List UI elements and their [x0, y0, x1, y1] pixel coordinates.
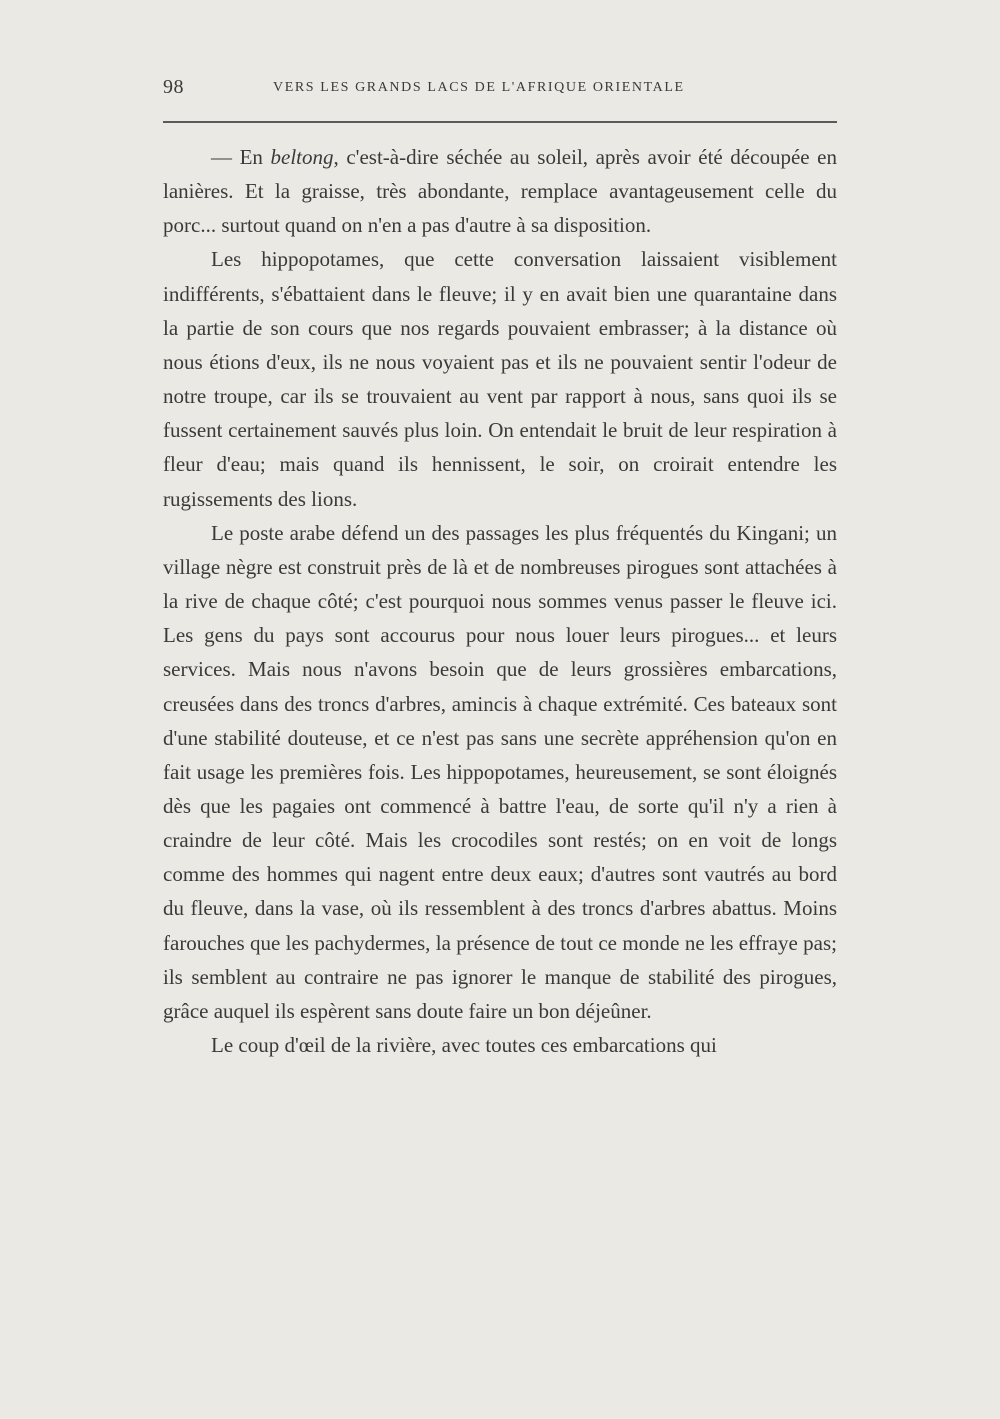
paragraph-text: , c'est-à-dire séchée au soleil, après avoir été découpée en lanières. Et la graisse, très abondante, remplace avantageusement celle du porc... surtout quand on n'en a pas d'autre à sa disposition. — [163, 145, 838, 238]
page-header — [163, 76, 837, 100]
paragraph: Les hippopotames, que cette conversation laissaient visiblement indifférents, s'ébattaient dans le fleuve; il y en avait bien une quarantaine dans la partie de son cours que nos regards pouvaient embrasser; à la distance où nous étions d'eux, ils ne nous voyaient pas et ils ne pouvaient sentir l'odeur de notre troupe, car ils se trouvaient au vent par rapport à nous, sans quoi ils se fussent certainement sauvés plus loin. On entendait le bruit de leur respiration à fleur d'eau; mais quand ils hennissent, le soir, on croirait entendre les rugissements des lions. — [163, 247, 837, 511]
header-rule — [163, 121, 837, 123]
paragraph: Le coup d'œil de la rivière, avec toutes ces embarcations qui — [211, 1033, 717, 1058]
running-title: VERS LES GRANDS LACS DE L'AFRIQUE ORIENTALE — [273, 80, 685, 95]
paragraph — [163, 140, 837, 242]
paragraph: Le poste arabe défend un des passages les plus fréquentés du Kingani; un village nègre est construit près de là et de nombreuses pirogues sont attachées à la rive de chaque côté; c'est pourquoi nous sommes venus passer le fleuve ici. Les gens du pays sont accourus pour nous louer leurs pirogues... et leurs services. Mais nous n'avons besoin que de leurs grossières embarcations, creusées dans des troncs d'arbres, amincis à chaque extrémité. Ces bateaux sont d'une stabilité douteuse, et ce n'est pas sans une secrète appréhension qu'on en fait usage les premières fois. Les hippopotames, heureusement, se sont éloignés dès que les pagaies ont commencé à battre l'eau, de sorte qu'il n'y a rien à craindre de leur côté. Mais les crocodiles sont restés; on en voit de longs comme des hommes qui nagent entre deux eaux; d'autres sont vautrés au bord du fleuve, dans la vase, où ils ressemblent à des troncs d'arbres abattus. Moins farouches que les pachydermes, la présence de tout ce monde ne les effraye pas; ils semblent au contraire ne pas ignorer le manque de stabilité des pirogues, grâce auquel ils espèrent sans doute faire un bon déjeûner. — [163, 520, 837, 1023]
body-text — [163, 140, 837, 1062]
italic-term: beltong — [270, 145, 334, 169]
page-number: 98 — [163, 76, 184, 98]
dialogue-dash: — En — [211, 145, 271, 169]
